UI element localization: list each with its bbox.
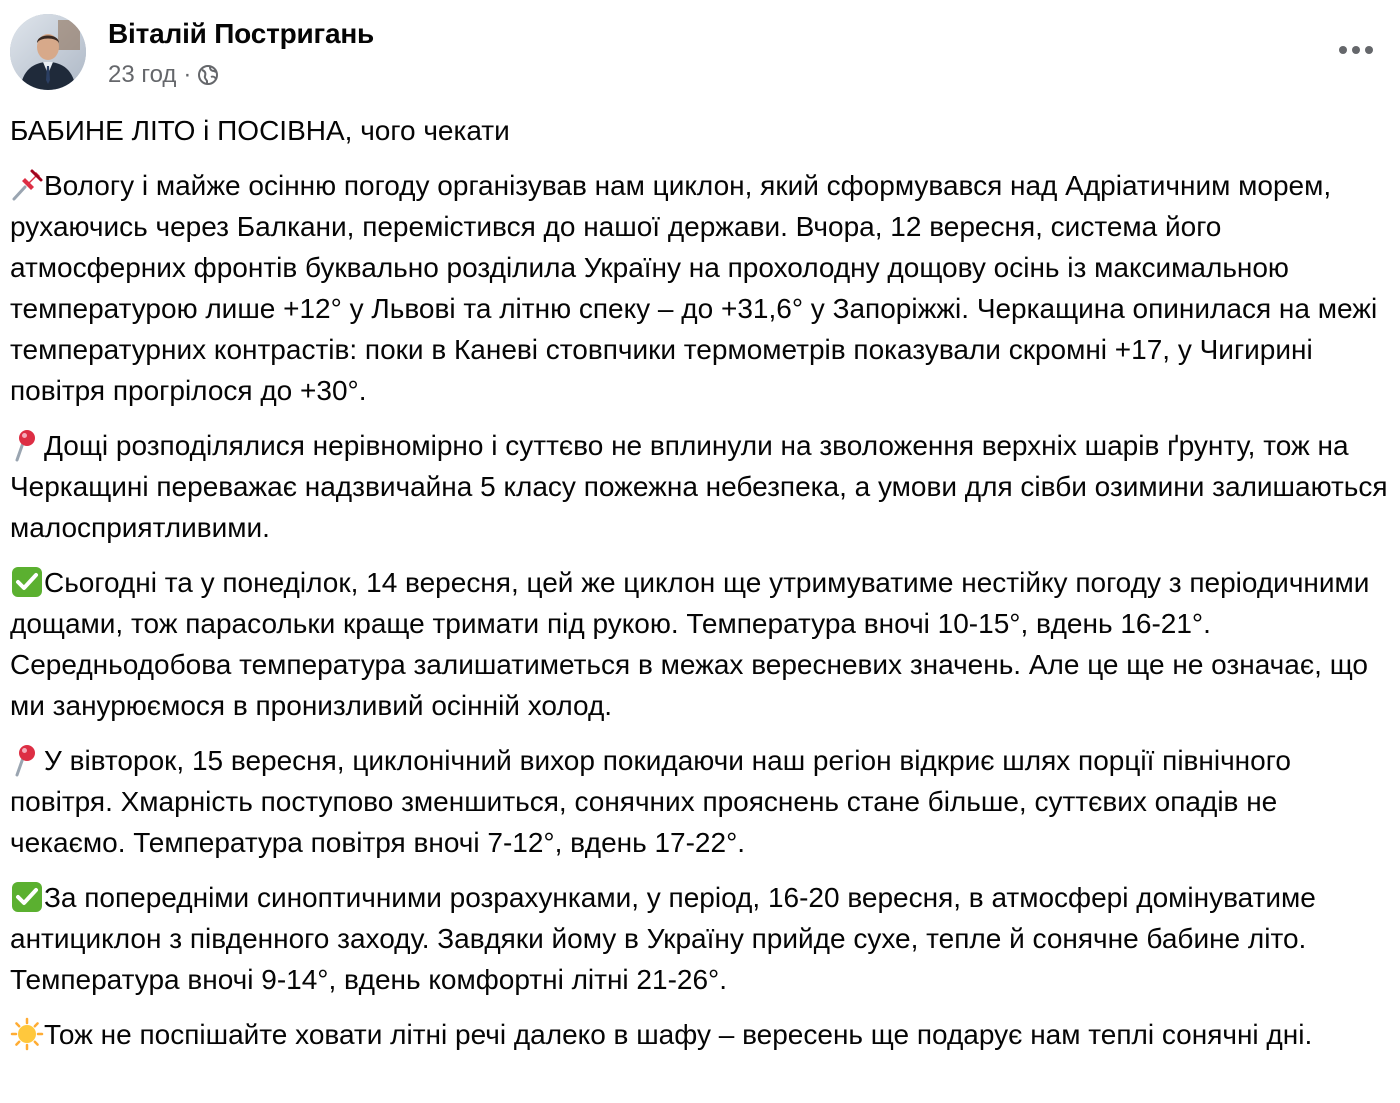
post-meta [108,60,219,90]
pushpin-icon [10,168,44,202]
author-name[interactable]: Віталій Постригань [108,18,375,49]
paragraph-text: Тож не поспішайте ховати літні речі далеко в шафу – вересень ще подарує нам теплі сонячні дні. [44,1019,1313,1050]
paragraph-text: За попередніми синоптичними розрахунками, у період, 16-20 вересня, в атмосфері домінуватиме антициклон з південного заходу. Завдяки йому в Україну прийде сухе, тепле й сонячне бабине літо. Температура вночі 9-14°, вдень комфортні літні 21-26°. [10,882,1316,995]
avatar[interactable] [10,14,86,90]
post-paragraph [10,877,1392,1000]
meta-separator: · [183,61,192,88]
post-paragraph [10,425,1392,548]
check-mark-icon [10,880,44,914]
paragraph-text: Сьогодні та у понеділок, 14 вересня, цей же циклон ще утримуватиме нестійку погоду з періодичними дощами, тож парасольки краще тримати під рукою. Температура вночі 10-15°, вдень 16-21°. Середньодобова температура залишатиметься в межах вересневих значень. Але це ще не означає, що ми занурюємося в пронизливий осінній холод. [10,567,1370,721]
post-paragraph [10,165,1392,411]
more-options-icon [1338,45,1374,55]
paragraph-text: У вівторок, 15 вересня, циклонічний вихор покидаючи наш регіон відкриє шлях порції північного повітря. Хмарність поступово зменшиться, сонячних прояснень стане більше, суттєвих опадів не чекаємо. Температура повітря вночі 7-12°, вдень 17-22°. [10,745,1291,858]
post-title: БАБИНЕ ЛІТО і ПОСІВНА, чого чекати [10,115,510,146]
more-options-button[interactable] [1334,36,1378,64]
post-paragraph [10,740,1392,863]
avatar-photo [10,14,86,90]
post-paragraph [10,1014,1392,1055]
globe-icon[interactable] [197,64,219,86]
check-mark-icon [10,565,44,599]
post-body [10,110,1392,1069]
round-pushpin-icon [10,428,44,462]
paragraph-text: Дощі розподілялися нерівномірно і суттєво не вплинули на зволоження верхніх шарів ґрунту, тож на Черкащині переважає надзвичайна 5 класу пожежна небезпека, а умови для сівби озимини залишаються малосприятливими. [10,430,1388,543]
post-header [10,14,1390,94]
round-pushpin-icon [10,743,44,777]
paragraph-text: Вологу і майже осінню погоду організував нам циклон, який сформувався над Адріатичним морем, рухаючись через Балкани, перемістився до нашої держави. Вчора, 12 вересня, система його атмосферних фронтів буквально розділила Україну на прохолодну дощову осінь із максимальною температурою лише +12° у Львові та літню спеку – до +31,6° у Запоріжжі. Черкащина опинилася на межі температурних контрастів: поки в Каневі стовпчики термометрів показували скромні +17, у Чигирині повітря прогрілося до +30°. [10,170,1378,406]
post-timestamp[interactable]: 23 год [108,61,177,88]
post-paragraph [10,562,1392,726]
sun-icon [10,1017,44,1051]
